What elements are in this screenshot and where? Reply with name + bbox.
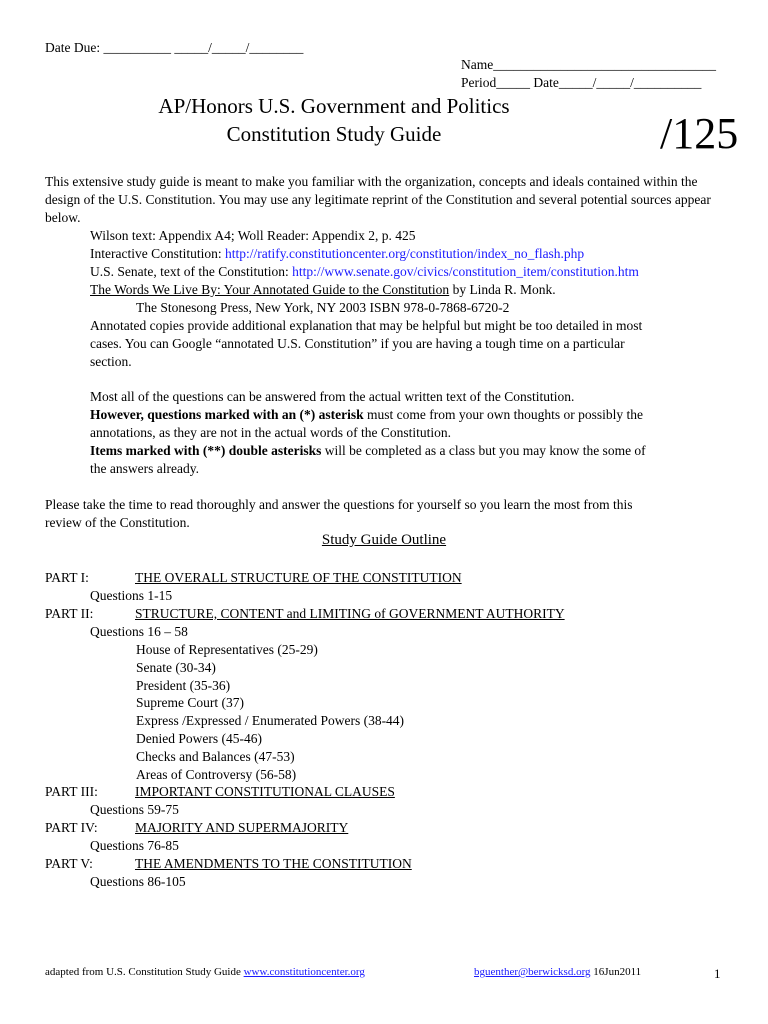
asterisk-note (90, 406, 724, 424)
list-item: Express /Expressed / Enumerated Powers (38-44) (136, 713, 405, 728)
wilson-text: Wilson text: Appendix A4; Woll Reader: Appendix 2, p. 425 (90, 228, 416, 243)
senate-label: U.S. Senate, text of the Constitution: (90, 264, 293, 279)
name-field: Name_________________________________ (461, 57, 716, 72)
part-4-questions: Questions 76-85 (90, 838, 179, 853)
double-asterisk-note (90, 442, 724, 460)
part-label: PART IV: (45, 820, 98, 835)
book-title: The Words We Live By: Your Annotated Guide to the Constitution (90, 282, 450, 297)
part-title: THE OVERALL STRUCTURE OF THE CONSTITUTION (135, 570, 462, 585)
part-title: STRUCTURE, CONTENT and LIMITING of GOVERNMENT AUTHORITY (135, 606, 565, 621)
part-3-questions: Questions 59-75 (90, 802, 179, 817)
part-title: IMPORTANT CONSTITUTIONAL CLAUSES (135, 784, 395, 799)
book-author: by Linda R. Monk. (449, 282, 556, 297)
intro-paragraph: This extensive study guide is meant to make you familiar with the organization, concepts and ideals contained within the design of the U.S. Constitution. You may use any legitimate reprint of the Constitution and several potential sources appear below. (45, 174, 711, 225)
senate-text (90, 263, 724, 281)
double-bold: Items marked with (**) double asterisks (90, 443, 322, 458)
annotated-line1: Annotated copies provide additional explanation that may be helpful but might be too detailed in most (90, 318, 643, 333)
interactive-label: Interactive Constitution: (90, 246, 225, 261)
senate-link[interactable]: http://www.senate.gov/civics/constitution_item/constitution.htm (292, 264, 639, 279)
most-questions: Most all of the questions can be answered from the actual written text of the Constitution. (90, 389, 575, 404)
part-label: PART II: (45, 606, 94, 621)
date-due: Date Due: __________ _____/_____/________ (45, 40, 304, 55)
footer-source (45, 966, 365, 978)
double-line2: the answers already. (90, 461, 199, 476)
asterisk-line2: annotations, as they are not in the actual words of the Constitution. (90, 425, 452, 440)
list-item: Supreme Court (37) (136, 695, 244, 710)
list-item: Senate (30-34) (136, 660, 216, 675)
part-label: PART I: (45, 570, 89, 585)
period-date-field: Period_____ Date_____/_____/__________ (461, 75, 702, 90)
list-item: House of Representatives (25-29) (136, 642, 318, 657)
site-link[interactable]: www.constitutioncenter.org (243, 966, 365, 978)
interactive-constitution (90, 245, 724, 263)
footer-adapted: adapted from U.S. Constitution Study Guide (45, 966, 244, 978)
list-item: Denied Powers (45-46) (136, 731, 262, 746)
list-item: Checks and Balances (47-53) (136, 749, 295, 764)
part-4-heading (45, 819, 724, 837)
title-line1: AP/Honors U.S. Government and Politics (158, 94, 510, 118)
interactive-link[interactable]: http://ratify.constitutioncenter.org/constitution/index_no_flash.php (224, 246, 585, 261)
email-link[interactable]: bguenther@berwicksd.org (474, 966, 591, 978)
footer-date: 16Jun2011 (590, 966, 642, 978)
page-number: 1 (714, 966, 721, 981)
book-reference (90, 281, 724, 299)
publisher: The Stonesong Press, New York, NY 2003 ISBN 978-0-7868-6720-2 (136, 300, 510, 315)
title-line2: Constitution Study Guide (226, 122, 442, 146)
annotated-line3: section. (90, 354, 132, 369)
part-3-heading (45, 783, 724, 801)
part-title: THE AMENDMENTS TO THE CONSTITUTION (135, 856, 412, 871)
annotated-line2: cases. You can Google “annotated U.S. Constitution” if you are having a tough time on a particular (90, 336, 625, 351)
list-item: Areas of Controversy (56-58) (136, 767, 297, 782)
part-title: MAJORITY AND SUPERMAJORITY (135, 820, 349, 835)
asterisk-rest: must come from your own thoughts or possibly the (363, 407, 643, 422)
score-total: /125 (660, 109, 739, 158)
part-2-heading (45, 605, 724, 623)
please-line1: Please take the time to read thoroughly and answer the questions for yourself so you learn the most from this (45, 497, 633, 512)
part-label: PART V: (45, 856, 93, 871)
list-item: President (35-36) (136, 678, 231, 693)
part-1-questions: Questions 1-15 (90, 588, 173, 603)
part-1-heading (45, 569, 724, 587)
footer-contact (474, 966, 641, 978)
part-5-questions: Questions 86-105 (90, 874, 186, 889)
asterisk-bold: However, questions marked with an (*) asterisk (90, 407, 364, 422)
part-2-questions: Questions 16 – 58 (90, 624, 188, 639)
part-5-heading (45, 855, 724, 873)
part-label: PART III: (45, 784, 98, 799)
outline-heading: Study Guide Outline (321, 532, 447, 548)
please-line2: review of the Constitution. (45, 515, 190, 530)
double-rest: will be completed as a class but you may know the some of (321, 443, 646, 458)
